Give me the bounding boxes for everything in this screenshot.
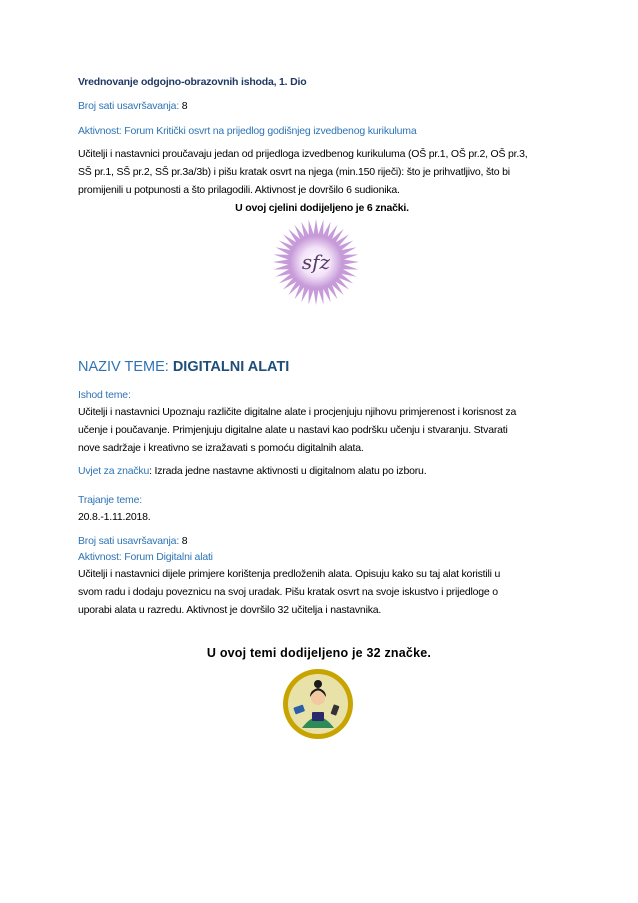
theme-heading bbox=[78, 359, 289, 375]
outcome-text bbox=[78, 403, 566, 457]
description-line: SŠ pr.1, SŠ pr.2, SŠ pr.3a/3b) i pišu kratak osvrt na njega (min.150 riječi): što je prihvatljivo, što bi bbox=[78, 166, 510, 178]
section1-hours bbox=[78, 97, 566, 115]
theme-name: DIGITALNI ALATI bbox=[172, 359, 290, 375]
teacher-face bbox=[311, 691, 325, 705]
outcome-line: Učitelji i nastavnici Upoznaju različite digitalne alate i procjenjuju njihovu primjerenost i korisnost za bbox=[78, 406, 517, 418]
hours-value: 8 bbox=[181, 100, 188, 112]
digital-tools-badge-image bbox=[282, 668, 354, 740]
section2-activity: Aktivnost: Forum Digitalni alati bbox=[78, 551, 213, 563]
condition-label: Uvjet za značku bbox=[78, 465, 150, 477]
section2-description bbox=[78, 565, 566, 619]
description-line: promijenili u potpunosti a što prilagodili. Aktivnost je dovršilo 6 sudionika. bbox=[78, 184, 400, 196]
duration-label: Trajanje teme: bbox=[78, 494, 142, 506]
section1-badges-summary: U ovoj cjelini dodijeljeno je 6 znački. bbox=[235, 202, 409, 214]
section1-title: Vrednovanje odgojno-obrazovnih ishoda, 1. Dio bbox=[78, 76, 307, 88]
teacher-hair-bun bbox=[314, 680, 322, 688]
section1-activity: Aktivnost: Forum Kritički osvrt na prijedlog godišnjeg izvedbenog kurikuluma bbox=[78, 125, 417, 137]
description-line: Učitelji i nastavnici proučavaju jedan od prijedloga izvedbenog kurikuluma (OŠ pr.1, OŠ pr.2, OŠ pr.3, bbox=[78, 148, 528, 160]
section2-badges-summary: U ovoj temi dodijeljeno je 32 značke. bbox=[206, 646, 432, 660]
outcome-label: Ishod teme: bbox=[78, 389, 131, 401]
description-line: svom radu i dodaju poveznicu na svoj uradak. Pišu kratak osvrt na svoje iskustvo i prijedloge o bbox=[78, 586, 498, 598]
description-line: uporabi alata u razredu. Aktivnost je dovršilo 32 učitelja i nastavnika. bbox=[78, 604, 382, 616]
sfz-badge-image bbox=[272, 218, 360, 306]
outcome-line: nove sadržaje i kreativno se izražavati s pomoću digitalnih alata. bbox=[78, 442, 364, 454]
duration-value: 20.8.-1.11.2018. bbox=[78, 511, 151, 523]
condition-text: : Izrada jedne nastavne aktivnosti u digitalnom alatu po izboru. bbox=[149, 465, 427, 477]
hours-label: Broj sati usavršavanja: bbox=[78, 535, 180, 547]
description-line: Učitelji i nastavnici dijele primjere korištenja predloženih alata. Opisuju kako su taj alat koristili u bbox=[78, 568, 501, 580]
section1-description bbox=[78, 145, 566, 199]
badge-condition bbox=[78, 462, 566, 480]
badge-sfz-text: sfz bbox=[301, 250, 331, 274]
outcome-line: učenje i poučavanje. Primjenjuju digitalne alate u nastavi kao podršku učenju i stvaranju. Stvarati bbox=[78, 424, 508, 436]
hours-value: 8 bbox=[181, 535, 188, 547]
theme-label: NAZIV TEME: bbox=[78, 359, 169, 375]
laptop-icon bbox=[312, 712, 324, 721]
hours-label: Broj sati usavršavanja: bbox=[78, 100, 180, 112]
